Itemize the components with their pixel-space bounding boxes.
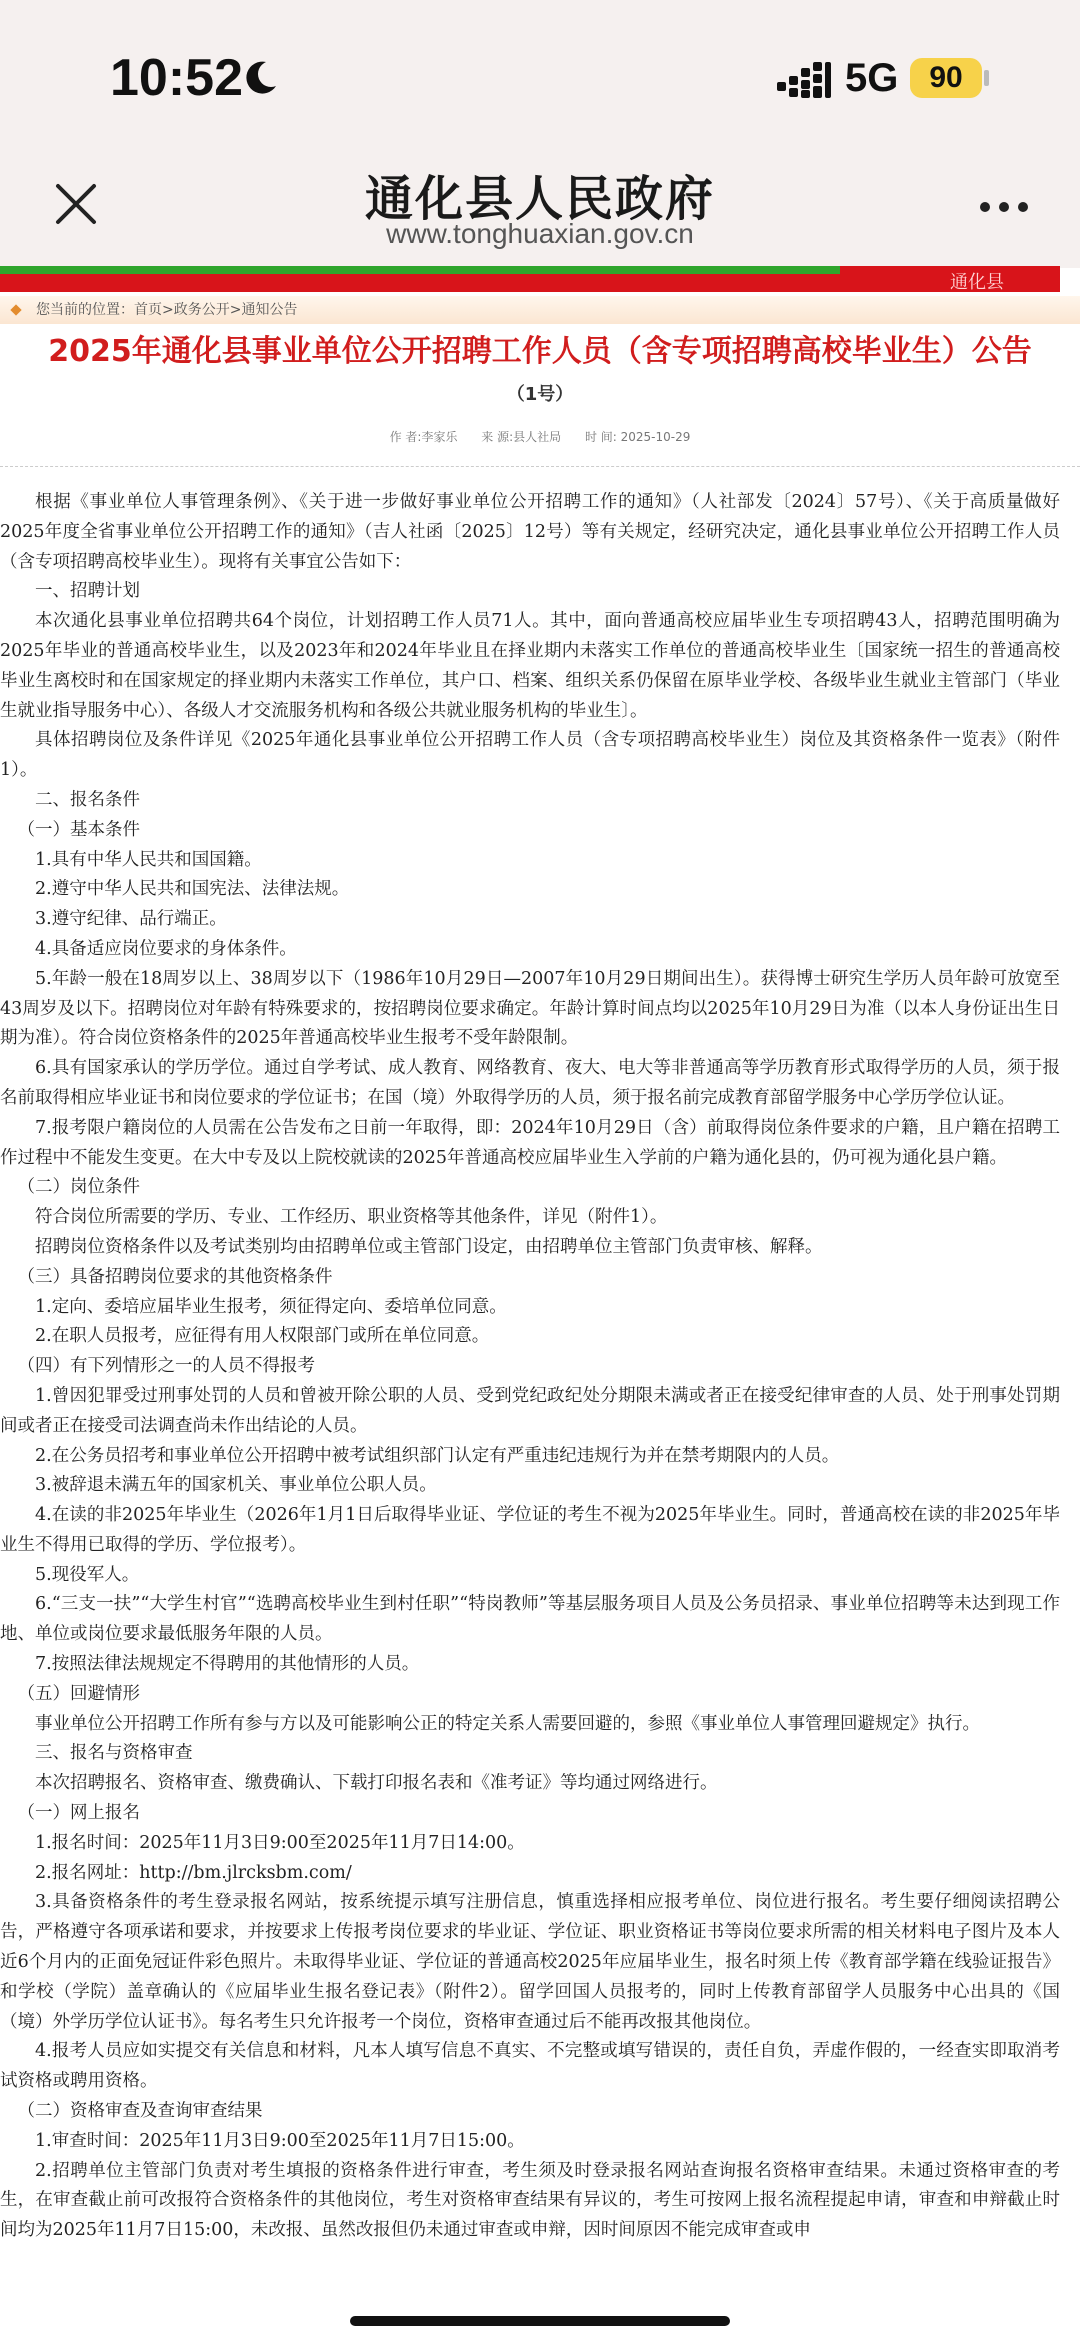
article-paragraph: 6.“三支一扶”“大学生村官”“选聘高校毕业生到村任职”“特岗教师”等基层服务项目人员及公务员招录、事业单位招聘等未达到现工作地、单位或岗位要求最低服务年限的人员。 xyxy=(0,1594,1060,1645)
article-paragraph: 2.在公务员招考和事业单位公开招聘中被考试组织部门认定有严重违纪违规行为并在禁考期限内的人员。 xyxy=(35,1445,840,1466)
article-paragraph: （五）回避情形 xyxy=(17,1683,140,1704)
article-paragraph: 符合岗位所需要的学历、专业、工作经历、职业资格等其他条件，详见（附件1）。 xyxy=(35,1207,668,1228)
battery-tip xyxy=(984,70,989,86)
article-paragraph: 三、报名与资格审查 xyxy=(35,1743,193,1764)
article-paragraph: 5.年龄一般在18周岁以上、38周岁以下（1986年10月29日—2007年10月29日期间出生）。获得博士研究生学历人员年龄可放宽至43周岁及以下。招聘岗位对年龄有特殊要求的，按招聘岗位要求确定。年龄计算时间点均以2025年10月29日为准（以本人身份证出生日期为准）。符合岗位资格条件的2025年普通高校毕业生报考不受年龄限制。 xyxy=(0,968,1060,1049)
article-paragraph: 根据《事业单位人事管理条例》、《关于进一步做好事业单位公开招聘工作的通知》（人社部发〔2024〕57号）、《关于高质量做好2025年度全省事业单位公开招聘工作的通知》（吉人社函〔2025〕12号）等有关规定，经研究决定，通化县事业单位公开招聘工作人员（含专项招聘高校毕业生）。现将有关事宜公告如下： xyxy=(0,492,1060,572)
article-source: 来 源:县人社局 xyxy=(481,430,562,444)
article-paragraph: 3.遵守纪律、品行端正。 xyxy=(35,909,227,930)
breadcrumb[interactable]: 您当前的位置：首页>政务公开>通知公告 xyxy=(36,302,298,318)
status-time: 10:52 xyxy=(110,49,243,107)
home-indicator xyxy=(350,2316,730,2326)
more-options-icon[interactable] xyxy=(978,198,1030,216)
article-paragraph: 2.在职人员报考，应征得有用人权限部门或所在单位同意。 xyxy=(35,1326,490,1347)
article-paragraph: （二）资格审查及查询审查结果 xyxy=(17,2101,263,2122)
article-paragraph: 本次招聘报名、资格审查、缴费确认、下载打印报名表和《准考证》等均通过网络进行。 xyxy=(35,1773,718,1794)
article-paragraph: 7.按照法律法规规定不得聘用的其他情形的人员。 xyxy=(35,1654,420,1675)
signal-icon xyxy=(775,60,833,100)
article-subtitle: （1号） xyxy=(506,384,574,405)
banner-text: 通化县 xyxy=(950,272,1004,293)
article-paragraph: （三）具备招聘岗位要求的其他资格条件 xyxy=(17,1266,333,1287)
article-paragraph: 4.在读的非2025年毕业生（2026年1月1日后取得毕业证、学位证的考生不视为2025年毕业生。同时，普通高校在读的非2025年毕业生不得用已取得的学历、学位报考）。 xyxy=(0,1505,1060,1555)
battery-level: 90 xyxy=(929,61,963,94)
article-meta xyxy=(0,428,1080,445)
article-paragraph: 4.具备适应岗位要求的身体条件。 xyxy=(35,938,297,959)
article-paragraph: 招聘岗位资格条件以及考试类别均由招聘单位或主管部门设定，由招聘单位主管部门负责审核、解释。 xyxy=(35,1236,823,1257)
article-paragraph: 一、招聘计划 xyxy=(35,581,140,602)
article-date: 时 间: 2025-10-29 xyxy=(584,430,691,444)
article-paragraph: 1.曾因犯罪受过刑事处罚的人员和曾被开除公职的人员、受到党纪政纪处分期限未满或者正在接受纪律审查的人员、处于刑事处罚期间或者正在接受司法调查尚未作出结论的人员。 xyxy=(0,1385,1060,1436)
network-type-label: 5G xyxy=(845,56,899,100)
article-paragraph: 1.具有中华人民共和国国籍。 xyxy=(35,849,262,870)
article-paragraph: 2.遵守中华人民共和国宪法、法律法规。 xyxy=(35,879,350,900)
article-paragraph: 本次通化县事业单位招聘共64个岗位，计划招聘工作人员71人。其中，面向普通高校应届毕业生专项招聘43人，招聘范围明确为2025年毕业的普通高校毕业生，以及2023年和2024年毕业且在择业期内未落实工作单位的普通高校毕业生〔国家统一招生的普通高校毕业生离校时和在国家规定的择业期内未落实工作单位，其户口、档案、组织关系仍保留在原毕业学校、各级毕业生就业主管部门（毕业生就业指导服务中心）、各级人才交流服务机构和各级公共就业服务机构的毕业生〕。 xyxy=(0,611,1060,721)
article-paragraph: （一）网上报名 xyxy=(17,1803,140,1824)
article-paragraph: 1.审查时间：2025年11月3日9:00至2025年11月7日15:00。 xyxy=(35,2130,525,2151)
moon-icon xyxy=(240,58,280,98)
article-paragraph: 7.报考限户籍岗位的人员需在公告发布之日前一年取得，即：2024年10月29日（含）前取得岗位条件要求的户籍，且户籍在招聘工作过程中不能发生变更。在大中专及以上院校就读的2025年普通高校应届毕业生入学前的户籍为通化县的，仍可视为通化县户籍。 xyxy=(0,1117,1060,1168)
page-load-progress-bar xyxy=(0,266,840,274)
article-paragraph: 2.招聘单位主管部门负责对考生填报的资格条件进行审查，考生须及时登录报名网站查询报名资格审查结果。未通过资格审查的考生，在审查截止前可改报符合资格条件的其他岗位，考生对资格审查结果有异议的，考生可按网上报名流程提起申请，审查和申辩截止时间均为2025年11月7日15:00，未改报、虽然改报但仍未通过审查或申辩，因时间原因不能完成审查或申 xyxy=(0,2160,1060,2241)
article-paragraph: （一）基本条件 xyxy=(17,819,140,840)
divider xyxy=(0,466,1080,467)
article-paragraph: 4.报考人员应如实提交有关信息和材料，凡本人填写信息不真实、不完整或填写错误的，责任自负，弄虚作假的，一经查实即取消考试资格或聘用资格。 xyxy=(0,2041,1060,2092)
article-paragraph: 二、报名条件 xyxy=(35,789,140,810)
article-paragraph: 6.具有国家承认的学历学位。通过自学考试、成人教育、网络教育、夜大、电大等非普通高等学历教育形式取得学历的人员，须于报名前取得相应毕业证书和岗位要求的学位证书；在国（境）外取得学历的人员，须于报名前完成教育部留学服务中心学历学位认证。 xyxy=(0,1058,1060,1108)
article-author: 作 者:李家乐 xyxy=(389,430,458,444)
article-paragraph: （四）有下列情形之一的人员不得报考 xyxy=(17,1356,315,1377)
article-paragraph: 具体招聘岗位及条件详见《2025年通化县事业单位公开招聘工作人员（含专项招聘高校毕业生）岗位及其资格条件一览表》（附件1）。 xyxy=(0,730,1060,781)
article-paragraph: 5.现役军人。 xyxy=(35,1564,140,1585)
article-paragraph: （二）岗位条件 xyxy=(17,1177,140,1198)
site-url: www.tonghuaxian.gov.cn xyxy=(386,218,694,249)
article-paragraph: 3.具备资格条件的考生登录报名网站，按系统提示填写注册信息，慎重选择相应报考单位、岗位进行报名。考生要仔细阅读招聘公告，严格遵守各项承诺和要求，并按要求上传报考岗位要求的毕业证、学位证、职业资格证书等岗位要求所需的相关材料电子图片及本人近6个月内的正面免冠证件彩色照片。未取得毕业证、学位证的普通高校2025年应届毕业生，报名时须上传《教育部学籍在线验证报告》和学校（学院）盖章确认的《应届毕业生报名登记表》（附件2）。留学回国人员报考的，同时上传教育部留学人员服务中心出具的《国（境）外学历学位认证书》。每名考生只允许报考一个岗位，资格审查通过后不能再改报其他岗位。 xyxy=(0,1892,1060,2032)
article-paragraph: 3.被辞退未满五年的国家机关、事业单位公职人员。 xyxy=(35,1475,437,1496)
site-title: 通化县人民政府 xyxy=(364,171,715,227)
article-paragraph: 事业单位公开招聘工作所有参与方以及可能影响公正的特定关系人需要回避的，参照《事业单位人事管理回避规定》执行。 xyxy=(35,1713,980,1734)
article-paragraph: 1.定向、委培应届毕业生报考，须征得定向、委培单位同意。 xyxy=(35,1296,507,1317)
article-title: 2025年通化县事业单位公开招聘工作人员（含专项招聘高校毕业生）公告 xyxy=(48,334,1032,369)
article-paragraph: 1.报名时间：2025年11月3日9:00至2025年11月7日14:00。 xyxy=(35,1832,525,1853)
battery-indicator xyxy=(910,58,986,98)
article-paragraph: 2.报名网址：http://bm.jlrcksbm.com/ xyxy=(35,1862,352,1883)
article-body xyxy=(0,488,1060,2246)
